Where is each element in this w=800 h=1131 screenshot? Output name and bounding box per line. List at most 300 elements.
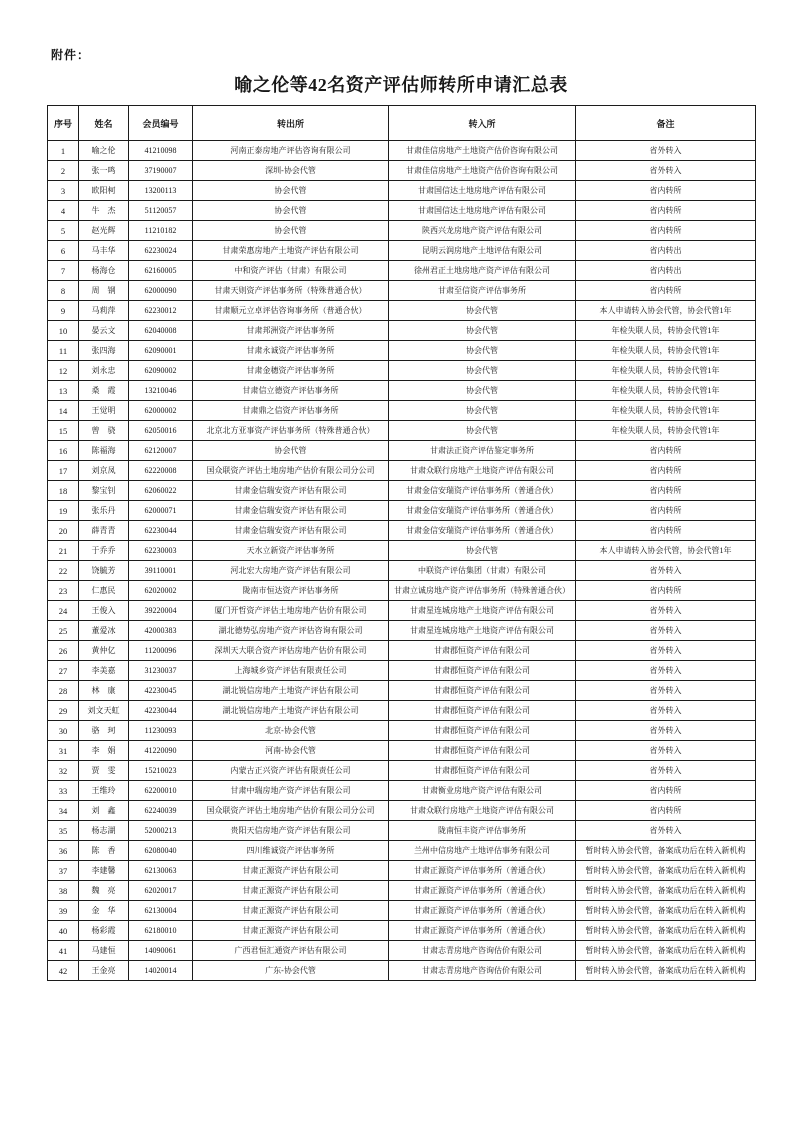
cell-member-no: 62230024 (129, 241, 193, 261)
cell-member-no: 62090002 (129, 361, 193, 381)
header-row (48, 106, 756, 141)
cell-name: 张乐丹 (79, 501, 129, 521)
cell-name: 晏云文 (79, 321, 129, 341)
table-row (48, 281, 756, 301)
cell-index: 18 (48, 481, 79, 501)
cell-remark: 年检失联人员，转协会代管1年 (576, 401, 756, 421)
cell-to-firm: 中联资产评估集团（甘肃）有限公司 (389, 561, 576, 581)
cell-remark: 省外转入 (576, 741, 756, 761)
cell-remark: 省外转入 (576, 661, 756, 681)
cell-member-no: 11210182 (129, 221, 193, 241)
cell-name: 刘文天虹 (79, 701, 129, 721)
cell-index: 14 (48, 401, 79, 421)
cell-remark: 省外转入 (576, 701, 756, 721)
cell-from-firm: 甘肃金信瑞安资产评估有限公司 (193, 501, 389, 521)
cell-from-firm: 甘肃中瑞房地产资产评估有限公司 (193, 781, 389, 801)
cell-to-firm: 甘肃金信安瑞资产评估事务所（普通合伙） (389, 521, 576, 541)
cell-name: 马莉萍 (79, 301, 129, 321)
table-row (48, 581, 756, 601)
cell-name: 林 康 (79, 681, 129, 701)
cell-to-firm: 协会代管 (389, 541, 576, 561)
attachment-label: 附件： (51, 48, 91, 62)
cell-to-firm: 协会代管 (389, 421, 576, 441)
cell-remark: 省外转入 (576, 761, 756, 781)
cell-index: 17 (48, 461, 79, 481)
cell-name: 欧阳柯 (79, 181, 129, 201)
cell-remark: 年检失联人员，转协会代管1年 (576, 341, 756, 361)
cell-remark: 年检失联人员，转协会代管1年 (576, 361, 756, 381)
table-row (48, 501, 756, 521)
header-remark: 备注 (576, 106, 756, 141)
cell-from-firm: 国众联资产评估土地房地产估价有限公司分公司 (193, 801, 389, 821)
cell-name: 贾 雯 (79, 761, 129, 781)
cell-from-firm: 甘肃顺元立卓评估咨询事务所（普通合伙） (193, 301, 389, 321)
cell-to-firm: 甘肃金信安瑞资产评估事务所（普通合伙） (389, 501, 576, 521)
cell-name: 马建恒 (79, 941, 129, 961)
cell-index: 36 (48, 841, 79, 861)
cell-index: 7 (48, 261, 79, 281)
cell-name: 黎宝钊 (79, 481, 129, 501)
cell-from-firm: 河南-协会代管 (193, 741, 389, 761)
cell-from-firm: 陇南市恒达资产评估事务所 (193, 581, 389, 601)
cell-to-firm: 甘肃至信资产评估事务所 (389, 281, 576, 301)
cell-from-firm: 甘肃邦洲资产评估事务所 (193, 321, 389, 341)
cell-name: 陈 香 (79, 841, 129, 861)
table-row (48, 861, 756, 881)
cell-to-firm: 甘肃志青房地产咨询估价有限公司 (389, 961, 576, 981)
cell-index: 2 (48, 161, 79, 181)
cell-to-firm: 甘肃星连城房地产土地资产评估有限公司 (389, 601, 576, 621)
cell-member-no: 62230044 (129, 521, 193, 541)
cell-index: 4 (48, 201, 79, 221)
cell-index: 37 (48, 861, 79, 881)
cell-member-no: 42230044 (129, 701, 193, 721)
cell-index: 21 (48, 541, 79, 561)
cell-index: 16 (48, 441, 79, 461)
cell-to-firm: 甘肃郡恒资产评估有限公司 (389, 761, 576, 781)
table-row (48, 521, 756, 541)
cell-from-firm: 厦门开哲资产评估土地房地产估价有限公司 (193, 601, 389, 621)
cell-name: 董爱冰 (79, 621, 129, 641)
table-row (48, 181, 756, 201)
cell-name: 金 华 (79, 901, 129, 921)
cell-remark: 暂时转入协会代管，备案成功后在转入新机构 (576, 861, 756, 881)
table-row (48, 901, 756, 921)
cell-from-firm: 甘肃信立德资产评估事务所 (193, 381, 389, 401)
cell-member-no: 11230093 (129, 721, 193, 741)
cell-remark: 省内转所 (576, 801, 756, 821)
table-row (48, 961, 756, 981)
header-to-firm: 转入所 (389, 106, 576, 141)
cell-member-no: 62020002 (129, 581, 193, 601)
cell-remark: 暂时转入协会代管，备案成功后在转入新机构 (576, 901, 756, 921)
cell-name: 牛 杰 (79, 201, 129, 221)
table-row (48, 821, 756, 841)
cell-remark: 省内转出 (576, 261, 756, 281)
cell-name: 李 娟 (79, 741, 129, 761)
cell-name: 张四海 (79, 341, 129, 361)
cell-remark: 省内转所 (576, 781, 756, 801)
cell-member-no: 62040008 (129, 321, 193, 341)
cell-to-firm: 陇南恒丰资产评估事务所 (389, 821, 576, 841)
cell-member-no: 42230045 (129, 681, 193, 701)
cell-to-firm: 徐州君正土地房地产资产评估有限公司 (389, 261, 576, 281)
cell-name: 薛青青 (79, 521, 129, 541)
cell-remark: 暂时转入协会代管，备案成功后在转入新机构 (576, 941, 756, 961)
cell-to-firm: 甘肃国信达土地房地产评估有限公司 (389, 181, 576, 201)
cell-member-no: 62230012 (129, 301, 193, 321)
table-row (48, 241, 756, 261)
cell-name: 周 钢 (79, 281, 129, 301)
table-row (48, 201, 756, 221)
cell-index: 32 (48, 761, 79, 781)
cell-name: 刘永忠 (79, 361, 129, 381)
table-row (48, 561, 756, 581)
cell-remark: 省内转所 (576, 281, 756, 301)
table-row (48, 661, 756, 681)
cell-remark: 暂时转入协会代管，备案成功后在转入新机构 (576, 881, 756, 901)
cell-member-no: 13210046 (129, 381, 193, 401)
cell-name: 骆 珂 (79, 721, 129, 741)
cell-name: 刘京凤 (79, 461, 129, 481)
cell-remark: 本人申请转入协会代管，协会代管1年 (576, 541, 756, 561)
cell-member-no: 62060022 (129, 481, 193, 501)
cell-to-firm: 甘肃郡恒资产评估有限公司 (389, 721, 576, 741)
cell-name: 赵光辉 (79, 221, 129, 241)
cell-name: 仁惠民 (79, 581, 129, 601)
table-row (48, 741, 756, 761)
cell-member-no: 62080040 (129, 841, 193, 861)
cell-member-no: 62120007 (129, 441, 193, 461)
cell-remark: 省外转入 (576, 141, 756, 161)
cell-from-firm: 甘肃金信瑞安资产评估有限公司 (193, 481, 389, 501)
cell-index: 27 (48, 661, 79, 681)
cell-index: 31 (48, 741, 79, 761)
cell-member-no: 31230037 (129, 661, 193, 681)
cell-remark: 省内转出 (576, 241, 756, 261)
cell-member-no: 62000090 (129, 281, 193, 301)
table-row (48, 401, 756, 421)
table-row (48, 921, 756, 941)
cell-to-firm: 甘肃正源资产评估事务所（普通合伙） (389, 901, 576, 921)
cell-name: 刘 鑫 (79, 801, 129, 821)
cell-to-firm: 协会代管 (389, 401, 576, 421)
table-row (48, 261, 756, 281)
cell-member-no: 62220008 (129, 461, 193, 481)
table-row (48, 681, 756, 701)
table-row (48, 361, 756, 381)
cell-remark: 年检失联人员，转协会代管1年 (576, 321, 756, 341)
cell-member-no: 62230003 (129, 541, 193, 561)
cell-remark: 暂时转入协会代管，备案成功后在转入新机构 (576, 841, 756, 861)
header-from-firm: 转出所 (193, 106, 389, 141)
cell-member-no: 62130063 (129, 861, 193, 881)
cell-to-firm: 协会代管 (389, 381, 576, 401)
table-row (48, 541, 756, 561)
cell-name: 李建馨 (79, 861, 129, 881)
cell-index: 9 (48, 301, 79, 321)
cell-to-firm: 甘肃立诚房地产资产评估事务所（特殊普通合伙） (389, 581, 576, 601)
cell-index: 39 (48, 901, 79, 921)
cell-remark: 省内转所 (576, 521, 756, 541)
cell-remark: 省内转所 (576, 201, 756, 221)
table-row (48, 341, 756, 361)
cell-to-firm: 甘肃郡恒资产评估有限公司 (389, 641, 576, 661)
table-row (48, 441, 756, 461)
cell-remark: 年检失联人员，转协会代管1年 (576, 381, 756, 401)
cell-index: 34 (48, 801, 79, 821)
table-row (48, 641, 756, 661)
cell-from-firm: 河南正泰房地产评估咨询有限公司 (193, 141, 389, 161)
cell-remark: 省内转所 (576, 581, 756, 601)
cell-from-firm: 北京北方亚事资产评估事务所（特殊普通合伙） (193, 421, 389, 441)
table-row (48, 761, 756, 781)
cell-member-no: 52000213 (129, 821, 193, 841)
cell-member-no: 42000383 (129, 621, 193, 641)
table-row (48, 781, 756, 801)
cell-remark: 暂时转入协会代管，备案成功后在转入新机构 (576, 961, 756, 981)
cell-member-no: 62130004 (129, 901, 193, 921)
cell-remark: 省外转入 (576, 561, 756, 581)
cell-name: 李美嘉 (79, 661, 129, 681)
cell-remark: 省内转所 (576, 461, 756, 481)
cell-to-firm: 甘肃众联行房地产土地资产评估有限公司 (389, 801, 576, 821)
cell-to-firm: 协会代管 (389, 361, 576, 381)
cell-name: 饶毓芳 (79, 561, 129, 581)
cell-member-no: 37190007 (129, 161, 193, 181)
cell-to-firm: 甘肃星连城房地产土地资产评估有限公司 (389, 621, 576, 641)
cell-from-firm: 甘肃正源资产评估有限公司 (193, 881, 389, 901)
cell-from-firm: 中和资产评估（甘肃）有限公司 (193, 261, 389, 281)
cell-remark: 省外转入 (576, 721, 756, 741)
cell-from-firm: 甘肃正源资产评估有限公司 (193, 861, 389, 881)
cell-from-firm: 湖北德势弘房地产资产评估咨询有限公司 (193, 621, 389, 641)
cell-to-firm: 甘肃郡恒资产评估有限公司 (389, 681, 576, 701)
cell-member-no: 62160005 (129, 261, 193, 281)
cell-from-firm: 广西君恒汇通资产评估有限公司 (193, 941, 389, 961)
cell-index: 12 (48, 361, 79, 381)
cell-to-firm: 昆明云润房地产土地评估有限公司 (389, 241, 576, 261)
cell-remark: 省外转入 (576, 641, 756, 661)
cell-to-firm: 陕西兴龙房地产资产评估有限公司 (389, 221, 576, 241)
table-row (48, 221, 756, 241)
cell-index: 33 (48, 781, 79, 801)
cell-name: 杨彩霞 (79, 921, 129, 941)
table-body (48, 141, 756, 981)
cell-from-firm: 协会代管 (193, 441, 389, 461)
table-row (48, 841, 756, 861)
table-row (48, 721, 756, 741)
cell-to-firm: 甘肃佳信房地产土地资产估价咨询有限公司 (389, 141, 576, 161)
cell-index: 19 (48, 501, 79, 521)
cell-from-firm: 甘肃正源资产评估有限公司 (193, 901, 389, 921)
cell-member-no: 62000002 (129, 401, 193, 421)
cell-name: 王觉明 (79, 401, 129, 421)
cell-remark: 省外转入 (576, 821, 756, 841)
table-row (48, 801, 756, 821)
cell-to-firm: 甘肃众联行房地产土地资产评估有限公司 (389, 461, 576, 481)
cell-index: 1 (48, 141, 79, 161)
cell-index: 23 (48, 581, 79, 601)
header-name: 姓名 (79, 106, 129, 141)
cell-to-firm: 甘肃郡恒资产评估有限公司 (389, 661, 576, 681)
cell-from-firm: 甘肃永诚资产评估事务所 (193, 341, 389, 361)
header-index: 序号 (48, 106, 79, 141)
table-row (48, 621, 756, 641)
cell-from-firm: 甘肃荣惠房地产土地资产评估有限公司 (193, 241, 389, 261)
cell-index: 11 (48, 341, 79, 361)
cell-remark: 年检失联人员，转协会代管1年 (576, 421, 756, 441)
cell-from-firm: 深圳天大联合资产评估房地产估价有限公司 (193, 641, 389, 661)
cell-index: 38 (48, 881, 79, 901)
table-row (48, 461, 756, 481)
cell-remark: 省内转所 (576, 221, 756, 241)
cell-remark: 省外转入 (576, 601, 756, 621)
cell-to-firm: 甘肃佳信房地产土地资产估价咨询有限公司 (389, 161, 576, 181)
cell-index: 24 (48, 601, 79, 621)
cell-remark: 省外转入 (576, 621, 756, 641)
cell-to-firm: 兰州中信房地产土地评估事务有限公司 (389, 841, 576, 861)
cell-name: 马丰华 (79, 241, 129, 261)
cell-from-firm: 河北宏大房地产资产评估有限公司 (193, 561, 389, 581)
cell-remark: 暂时转入协会代管，备案成功后在转入新机构 (576, 921, 756, 941)
table-row (48, 381, 756, 401)
cell-index: 26 (48, 641, 79, 661)
cell-name: 王金亮 (79, 961, 129, 981)
table-row (48, 941, 756, 961)
cell-from-firm: 甘肃鼎之信资产评估事务所 (193, 401, 389, 421)
cell-member-no: 51120057 (129, 201, 193, 221)
cell-index: 3 (48, 181, 79, 201)
cell-name: 喻之伦 (79, 141, 129, 161)
cell-to-firm: 协会代管 (389, 321, 576, 341)
cell-remark: 本人申请转入协会代管，协会代管1年 (576, 301, 756, 321)
cell-index: 30 (48, 721, 79, 741)
cell-member-no: 62090001 (129, 341, 193, 361)
cell-name: 陈福海 (79, 441, 129, 461)
cell-from-firm: 内蒙古正兴资产评估有限责任公司 (193, 761, 389, 781)
cell-to-firm: 协会代管 (389, 341, 576, 361)
cell-from-firm: 甘肃天则资产评估事务所（特殊普通合伙） (193, 281, 389, 301)
cell-member-no: 62050016 (129, 421, 193, 441)
cell-member-no: 11200096 (129, 641, 193, 661)
cell-from-firm: 深圳-协会代管 (193, 161, 389, 181)
cell-from-firm: 湖北锐信房地产土地资产评估有限公司 (193, 681, 389, 701)
cell-index: 25 (48, 621, 79, 641)
cell-index: 41 (48, 941, 79, 961)
cell-from-firm: 上海城乡资产评估有限责任公司 (193, 661, 389, 681)
cell-name: 桑 霞 (79, 381, 129, 401)
cell-to-firm: 甘肃正源资产评估事务所（普通合伙） (389, 921, 576, 941)
table-row (48, 161, 756, 181)
cell-to-firm: 甘肃国信达土地房地产评估有限公司 (389, 201, 576, 221)
cell-member-no: 62240039 (129, 801, 193, 821)
cell-from-firm: 广东-协会代管 (193, 961, 389, 981)
cell-member-no: 41210098 (129, 141, 193, 161)
cell-name: 王维玲 (79, 781, 129, 801)
cell-member-no: 15210023 (129, 761, 193, 781)
cell-remark: 省内转所 (576, 481, 756, 501)
cell-index: 6 (48, 241, 79, 261)
table-row (48, 701, 756, 721)
cell-name: 黄仲亿 (79, 641, 129, 661)
cell-index: 22 (48, 561, 79, 581)
cell-name: 曾 骁 (79, 421, 129, 441)
cell-from-firm: 湖北锐信房地产土地资产评估有限公司 (193, 701, 389, 721)
cell-from-firm: 协会代管 (193, 221, 389, 241)
cell-index: 28 (48, 681, 79, 701)
cell-index: 29 (48, 701, 79, 721)
cell-member-no: 41220090 (129, 741, 193, 761)
cell-to-firm: 甘肃正源资产评估事务所（普通合伙） (389, 861, 576, 881)
cell-member-no: 62000071 (129, 501, 193, 521)
cell-index: 35 (48, 821, 79, 841)
cell-to-firm: 甘肃郡恒资产评估有限公司 (389, 701, 576, 721)
header-member-no: 会员编号 (129, 106, 193, 141)
cell-from-firm: 四川维诚资产评估事务所 (193, 841, 389, 861)
cell-name: 王俊入 (79, 601, 129, 621)
cell-member-no: 39220004 (129, 601, 193, 621)
table-row (48, 301, 756, 321)
table-row (48, 881, 756, 901)
cell-to-firm: 甘肃衡业房地产资产评估有限公司 (389, 781, 576, 801)
cell-to-firm: 甘肃法正资产评估鉴定事务所 (389, 441, 576, 461)
cell-from-firm: 协会代管 (193, 181, 389, 201)
cell-to-firm: 甘肃志青房地产咨询估价有限公司 (389, 941, 576, 961)
cell-from-firm: 协会代管 (193, 201, 389, 221)
cell-member-no: 39110001 (129, 561, 193, 581)
cell-index: 40 (48, 921, 79, 941)
cell-member-no: 62200010 (129, 781, 193, 801)
cell-to-firm: 协会代管 (389, 301, 576, 321)
cell-remark: 省外转入 (576, 161, 756, 181)
page-title: 喻之伦等42名资产评估师转所申请汇总表 (234, 75, 568, 95)
cell-name: 魏 亮 (79, 881, 129, 901)
cell-member-no: 14020014 (129, 961, 193, 981)
table-row (48, 601, 756, 621)
table-row (48, 321, 756, 341)
cell-from-firm: 甘肃正源资产评估有限公司 (193, 921, 389, 941)
cell-to-firm: 甘肃正源资产评估事务所（普通合伙） (389, 881, 576, 901)
cell-member-no: 14090061 (129, 941, 193, 961)
cell-name: 于乔乔 (79, 541, 129, 561)
cell-from-firm: 甘肃金穗资产评估事务所 (193, 361, 389, 381)
cell-to-firm: 甘肃金信安瑞资产评估事务所（普通合伙） (389, 481, 576, 501)
cell-remark: 省内转所 (576, 441, 756, 461)
cell-index: 13 (48, 381, 79, 401)
transfer-summary-table (47, 105, 756, 981)
cell-index: 20 (48, 521, 79, 541)
cell-from-firm: 甘肃金信瑞安资产评估有限公司 (193, 521, 389, 541)
cell-index: 10 (48, 321, 79, 341)
cell-name: 杨志湖 (79, 821, 129, 841)
cell-index: 8 (48, 281, 79, 301)
cell-from-firm: 北京-协会代管 (193, 721, 389, 741)
cell-name: 张一鸣 (79, 161, 129, 181)
cell-member-no: 62180010 (129, 921, 193, 941)
cell-name: 杨海仓 (79, 261, 129, 281)
cell-from-firm: 天水立新资产评估事务所 (193, 541, 389, 561)
table-row (48, 481, 756, 501)
cell-index: 15 (48, 421, 79, 441)
cell-index: 5 (48, 221, 79, 241)
cell-member-no: 13200113 (129, 181, 193, 201)
cell-index: 42 (48, 961, 79, 981)
cell-remark: 省内转所 (576, 501, 756, 521)
cell-remark: 省外转入 (576, 681, 756, 701)
table-row (48, 421, 756, 441)
cell-remark: 省内转所 (576, 181, 756, 201)
